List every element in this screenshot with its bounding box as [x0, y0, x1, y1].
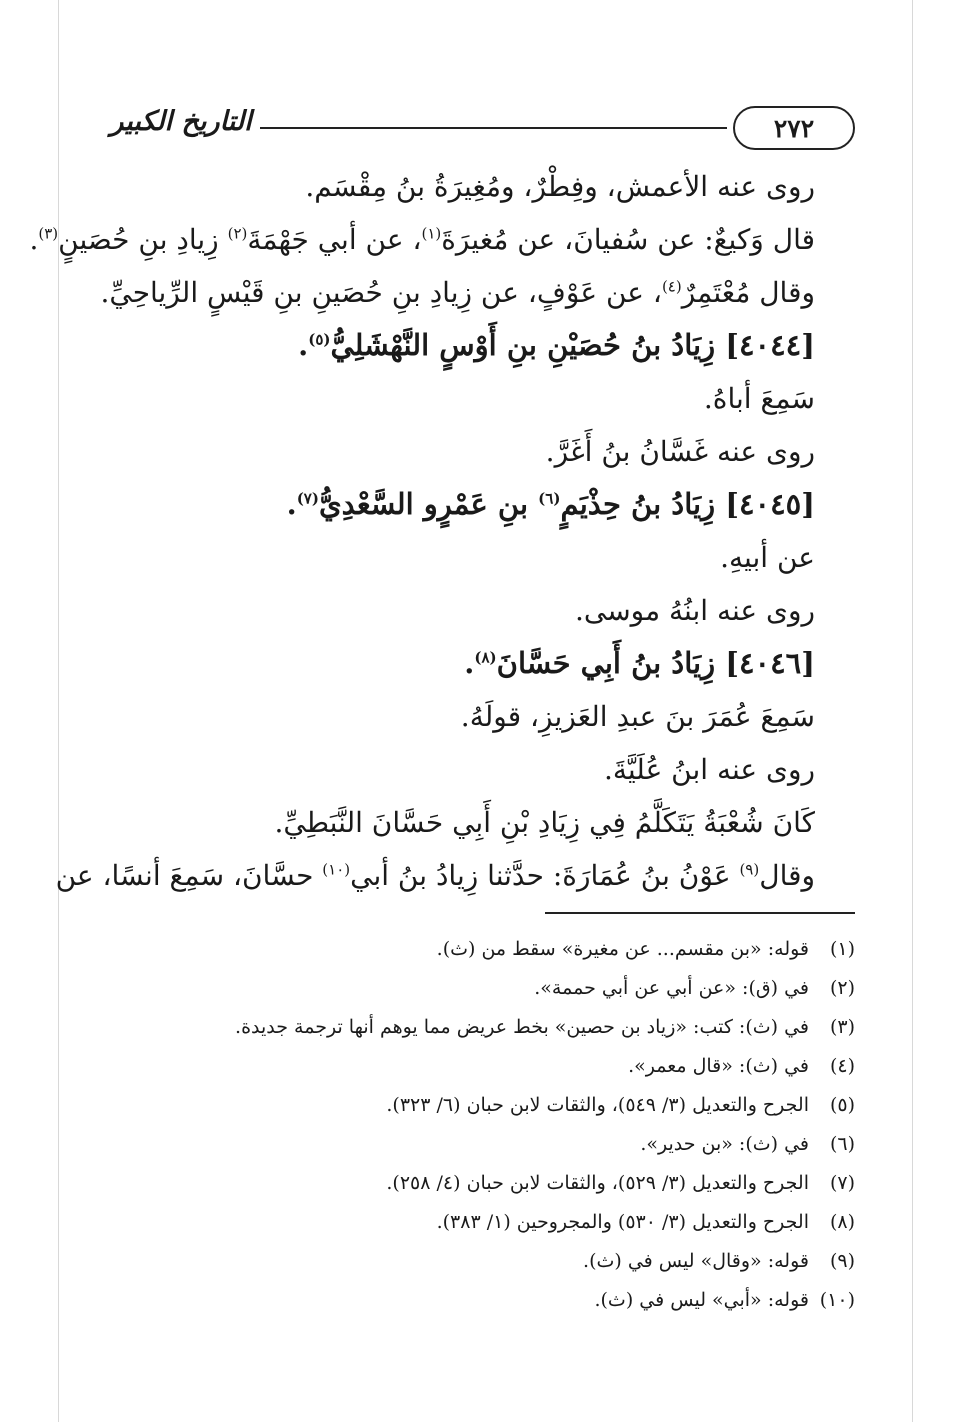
text-line: روى عنه غَسَّانُ بنُ أَغَرَّ. [545, 435, 815, 468]
text-line: سَمِعَ عُمَرَ بنَ عبدِ العَزيزِ، قولَهُ. [460, 700, 815, 733]
footnote-separator [545, 912, 855, 914]
entry-heading [100, 478, 815, 531]
text-span: حسَّانَ، سَمِعَ أنسًا، عن [55, 859, 323, 892]
text-line [100, 266, 815, 319]
entry-heading [100, 637, 815, 690]
header-rule [260, 127, 727, 129]
footnote-number: (٦) [829, 1133, 855, 1155]
footnote-text: الجرح والتعديل (٣/ ٥٣٠) والمجروحين (١/ ٣٨٣). [436, 1211, 809, 1233]
footnote-number: (٣) [829, 1016, 855, 1038]
footnote-number: (٨) [829, 1211, 855, 1233]
footnote-number: (١٠) [819, 1289, 855, 1311]
footnote-number: (١) [829, 938, 855, 960]
footnote-ref: (٥) [308, 330, 331, 349]
text-line: سَمِعَ أباهُ. [703, 382, 815, 415]
text-span: وقال [759, 859, 815, 892]
text-line: كَانَ شُعْبَةُ يَتَكَلَّمُ فِي زِيَادِ بْنِ أَبِي حَسَّانَ النَّبَطِيِّ. [274, 806, 815, 839]
footnote-number: (٢) [829, 977, 855, 999]
footnote-number: (٩) [829, 1250, 855, 1272]
footnote [200, 1008, 855, 1047]
footnote [200, 1086, 855, 1125]
text-span: . [29, 223, 39, 256]
entry-heading [100, 319, 815, 372]
footnote-text: قوله: «أبي» ليس في (ث). [594, 1289, 809, 1311]
main-text [29, 160, 815, 902]
footnote [200, 1242, 855, 1281]
footnote-text: في (ق): «عن أبي عن أبي حممة». [534, 977, 809, 999]
text-line: روى عنه ابنُهُ موسى. [574, 594, 815, 627]
text-span: عَوْنُ بنُ عُمَارَةَ: حدَّثنا زِيادُ بنُ أبي [350, 859, 740, 892]
text-span: [٤٠٤٤] زِيَادُ بنُ حُصَيْنِ بنِ أَوْسٍ النَّهْشَلِيُّ [330, 328, 815, 362]
text-line: روى عنه ابنُ عُلَيَّةَ. [603, 753, 815, 786]
text-span: [٤٠٤٦] زِيَادُ بنُ أَبِي حَسَّانَ [496, 646, 815, 680]
text-line [55, 849, 815, 902]
text-span: [٤٠٤٥] زِيَادُ بنُ حِذْيَمٍ [560, 487, 815, 521]
footnote-number: (٤) [829, 1055, 855, 1077]
text-line [29, 213, 815, 266]
footnote-ref: (١) [421, 224, 442, 243]
page-number: ٢٧٢ [733, 106, 855, 150]
footnote-text: قوله: «بن مقسم... عن مغيرة» سقط من (ث). [436, 938, 809, 960]
page-edge-right [912, 0, 913, 1422]
footnote [200, 1125, 855, 1164]
footnote-number: (٧) [829, 1172, 855, 1194]
text-span: زِيادِ بنِ حُصَينٍ [58, 223, 228, 256]
footnote-ref: (٢) [227, 224, 248, 243]
footnote [200, 969, 855, 1008]
text-span: ، عن عَوْفٍ، عن زِيادِ بنِ حُصَينِ بنِ قَيْسٍ الرِّياحِيِّ. [100, 276, 662, 309]
footnotes [200, 930, 855, 1320]
footnote-text: الجرح والتعديل (٣/ ٥٤٩)، والثقات لابن حبان (٦/ ٣٢٣). [386, 1094, 809, 1116]
footnote-text: في (ث): «بن حدير». [640, 1133, 809, 1155]
text-span: . [464, 646, 475, 680]
text-span: قال وَكيعٌ: عن سُفيانَ، عن مُغيرَةَ [441, 223, 815, 256]
footnote-number: (٥) [829, 1094, 855, 1116]
footnote-ref: (٣) [38, 224, 59, 243]
footnote-ref: (٩) [739, 860, 760, 879]
footnote-ref: (٦) [538, 489, 561, 508]
footnote-text: الجرح والتعديل (٣/ ٥٢٩)، والثقات لابن حبان (٤/ ٢٥٨). [386, 1172, 809, 1194]
page-header [110, 100, 855, 150]
text-line: روى عنه الأعمش، وفِطْرٌ، ومُغِيرَةُ بنُ مِقْسَم. [305, 170, 815, 203]
footnote [200, 1203, 855, 1242]
text-span: . [286, 487, 297, 521]
footnote-text: في (ث): كتب: «زياد بن حصين» بخط عريض مما يوهم أنها ترجمة جديدة. [235, 1016, 809, 1038]
footnote-ref: (٨) [474, 648, 497, 667]
text-span: . [298, 328, 309, 362]
footnote-ref: (٤) [661, 277, 682, 296]
text-span: وقال مُعْتَمِرٌ [681, 276, 815, 309]
text-span: بنِ عَمْرٍو السَّعْدِيُّ [318, 487, 539, 521]
text-span: ، عن أبي جَهْمَةَ [247, 223, 422, 256]
running-title: التاريخ الكبير [110, 106, 252, 137]
footnote [200, 1281, 855, 1320]
footnote [200, 1164, 855, 1203]
footnote [200, 930, 855, 969]
footnote-text: في (ث): «قال معمر». [628, 1055, 809, 1077]
footnote-ref: (٧) [296, 489, 319, 508]
footnote-text: قوله: «وقال» ليس في (ث). [583, 1250, 809, 1272]
footnote-ref: (١٠) [322, 860, 351, 879]
text-line: عن أبيهِ. [720, 541, 815, 574]
footnote [200, 1047, 855, 1086]
